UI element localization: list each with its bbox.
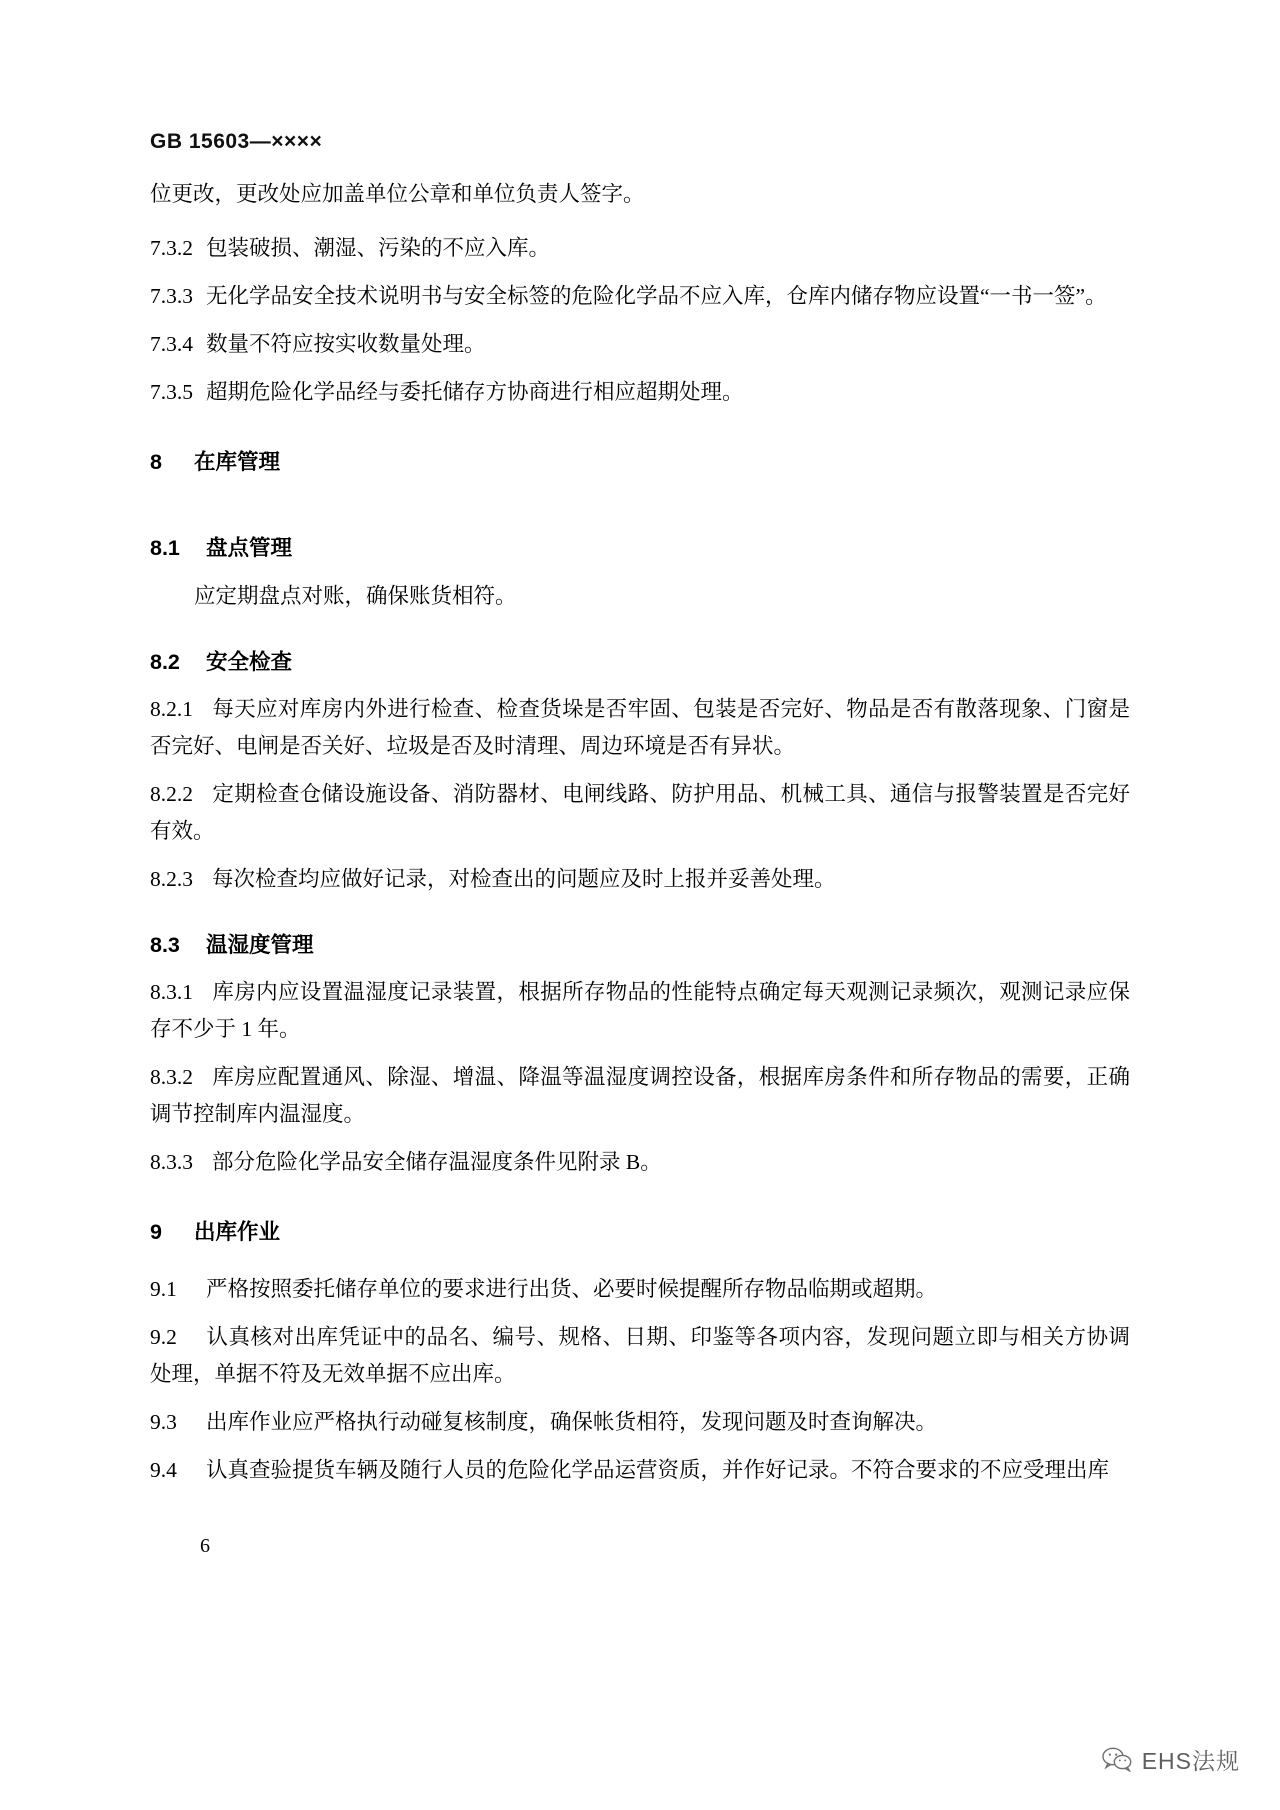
clause-text: 库房应配置通风、除湿、增温、降温等温湿度调控设备，根据库房条件和所存物品的需要，正确调节控制库内温湿度。 (150, 1065, 1130, 1127)
clause-text: 认真查验提货车辆及随行人员的危险化学品运营资质，并作好记录。不符合要求的不应受理出库 (206, 1458, 1110, 1483)
wechat-icon (1102, 1747, 1132, 1772)
watermark-label: EHS法规 (1141, 1748, 1240, 1774)
section-heading-9 (150, 1215, 1130, 1249)
clause-8-2-1 (150, 691, 1130, 765)
continuation-paragraph: 位更改，更改处应加盖单位公章和单位负责人签字。 (150, 182, 645, 206)
clause-number: 8.2.1 (150, 696, 193, 721)
clause-7-3-2 (150, 230, 1130, 267)
clause-number: 9.1 (150, 1277, 177, 1302)
section-heading-8-3 (150, 928, 1130, 962)
clause-text: 包装破损、潮湿、污染的不应入库。 (206, 235, 551, 260)
page-number: 6 (200, 1535, 210, 1557)
clause-8-2-2 (150, 776, 1130, 850)
clause-number: 7.3.2 (150, 235, 193, 260)
section-number: 8 (150, 449, 162, 474)
clause-7-3-3 (150, 278, 1130, 315)
clause-number: 7.3.5 (150, 379, 193, 404)
clause-8-3-3 (150, 1144, 1130, 1181)
clause-number: 8.3.1 (150, 980, 193, 1005)
clause-9-4 (150, 1452, 1130, 1489)
clause-text: 超期危险化学品经与委托储存方协商进行相应超期处理。 (206, 379, 744, 404)
clause-number: 9.3 (150, 1410, 177, 1435)
clause-8-3-2 (150, 1059, 1130, 1133)
clause-text: 严格按照委托储存单位的要求进行出货、必要时候提醒所存物品临期或超期。 (206, 1277, 938, 1302)
clause-text: 每次检查均应做好记录，对检查出的问题应及时上报并妥善处理。 (212, 866, 836, 891)
clause-7-3-4 (150, 326, 1130, 363)
clause-number: 8.2.3 (150, 866, 193, 891)
watermark (1102, 1743, 1240, 1776)
clause-text: 部分危险化学品安全储存温湿度条件见附录 B。 (212, 1150, 662, 1175)
clause-text: 数量不符应按实收数量处理。 (206, 331, 486, 356)
section-title: 盘点管理 (206, 536, 293, 561)
section-title: 温湿度管理 (206, 932, 314, 957)
section-number: 8.1 (150, 536, 180, 561)
clause-number: 8.3.2 (150, 1065, 193, 1090)
clause-number: 8.3.3 (150, 1150, 193, 1175)
section-title: 在库管理 (194, 449, 281, 474)
section-number: 9 (150, 1220, 162, 1245)
clause-text: 认真核对出库凭证中的品名、编号、规格、日期、印鉴等各项内容，发现问题立即与相关方协调处理，单据不符及无效单据不应出库。 (150, 1325, 1130, 1387)
section-heading-8-1 (150, 531, 1130, 565)
clause-number: 9.2 (150, 1325, 177, 1350)
clause-number: 7.3.3 (150, 283, 193, 308)
clause-8-2-3 (150, 861, 1130, 898)
clause-9-2 (150, 1319, 1130, 1393)
section-title: 安全检查 (206, 649, 293, 674)
section-heading-8-2 (150, 645, 1130, 679)
section-number: 8.3 (150, 932, 180, 957)
clause-text: 出库作业应严格执行动碰复核制度，确保帐货相符，发现问题及时查询解决。 (206, 1410, 938, 1435)
clause-9-1 (150, 1271, 1130, 1308)
clause-9-3 (150, 1404, 1130, 1441)
clause-8-3-1 (150, 974, 1130, 1048)
clause-number: 9.4 (150, 1458, 177, 1483)
clause-number: 8.2.2 (150, 781, 193, 806)
section-heading-8 (150, 445, 1130, 479)
section-number: 8.2 (150, 649, 180, 674)
clause-8-1-body: 应定期盘点对账，确保账货相符。 (194, 583, 517, 608)
clause-text: 定期检查仓储设施设备、消防器材、电闸线路、防护用品、机械工具、通信与报警装置是否完好有效。 (150, 781, 1130, 843)
clause-7-3-5 (150, 374, 1130, 411)
clause-text: 每天应对库房内外进行检查、检查货垛是否牢固、包装是否完好、物品是否有散落现象、门窗是否完好、电闸是否关好、垃圾是否及时清理、周边环境是否有异状。 (150, 696, 1130, 758)
clause-number: 7.3.4 (150, 331, 193, 356)
document-header: GB 15603—×××× (150, 130, 323, 153)
clause-text: 无化学品安全技术说明书与安全标签的危险化学品不应入库，仓库内储存物应设置“一书一签”。 (206, 283, 1107, 308)
section-title: 出库作业 (194, 1220, 281, 1245)
clause-text: 库房内应设置温湿度记录装置，根据所存物品的性能特点确定每天观测记录频次，观测记录应保存不少于 1 年。 (150, 980, 1130, 1042)
